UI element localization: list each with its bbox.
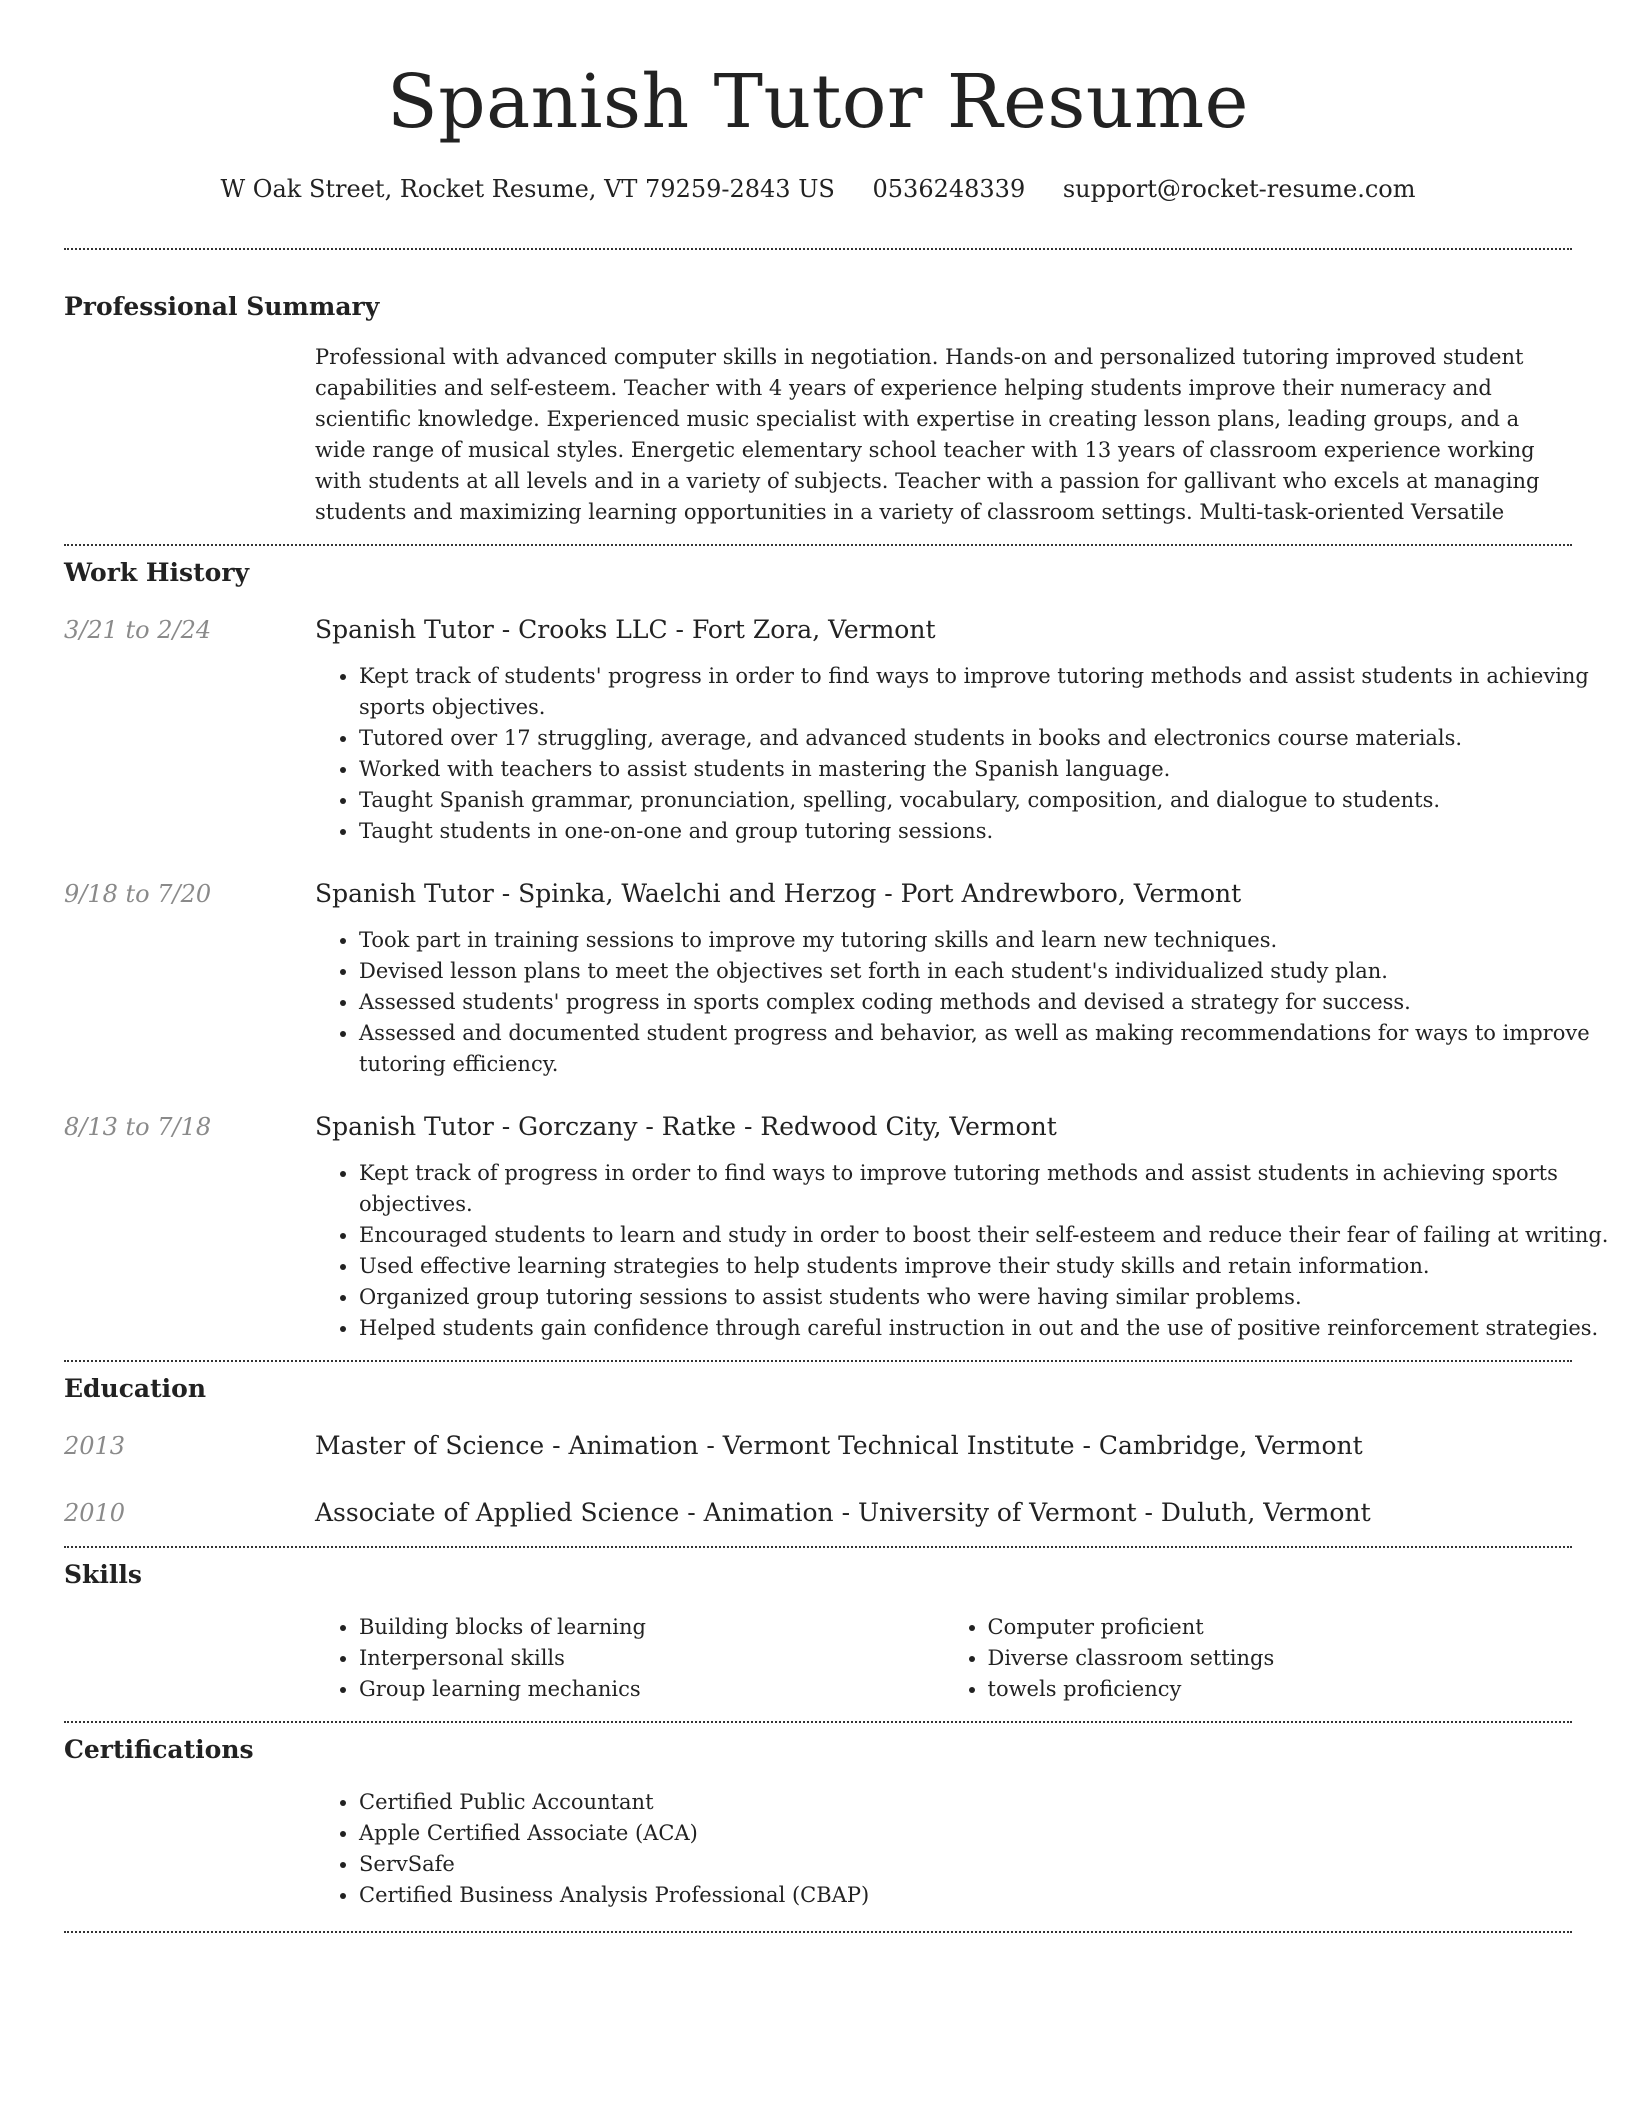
divider	[64, 248, 1572, 250]
section-title-education: Education	[64, 1374, 207, 1403]
list-item: • Computer proficient	[988, 1612, 1573, 1643]
list-item: • Worked with teachers to assist students in mastering the Spanish language.	[359, 754, 1616, 785]
list-item: • Helped students gain confidence through careful instruction in out and the use of positive reinforcement strategies.	[359, 1313, 1616, 1344]
list-item: • Tutored over 17 struggling, average, and advanced students in books and electronics course materials.	[359, 723, 1616, 754]
list-item: • Devised lesson plans to meet the objectives set forth in each student's individualized study plan.	[359, 956, 1616, 987]
contact-line	[64, 172, 1572, 206]
education-heading: Master of Science - Animation - Vermont Technical Institute - Cambridge, Vermont	[315, 1431, 1363, 1460]
certifications-list	[315, 1787, 1616, 1911]
divider	[64, 1931, 1572, 1933]
section-title-work: Work History	[64, 558, 250, 587]
job-entry	[64, 877, 1590, 1080]
list-item: • Assessed students' progress in sports complex coding methods and devised a strategy for success.	[359, 987, 1616, 1018]
list-item: • ServSafe	[359, 1849, 1616, 1880]
job-dates: 3/21 to 2/24	[64, 616, 212, 644]
list-item: • Group learning mechanics	[359, 1674, 944, 1705]
certifications-section	[64, 1733, 1572, 1911]
list-item: • Diverse classroom settings	[988, 1643, 1573, 1674]
skills-list-left	[315, 1612, 944, 1705]
list-item: • Taught Spanish grammar, pronunciation, spelling, vocabulary, composition, and dialogue to students.	[359, 785, 1616, 816]
list-item: • Taught students in one-on-one and group tutoring sessions.	[359, 816, 1616, 847]
contact-email: support@rocket-resume.com	[1062, 175, 1416, 203]
list-item: • Kept track of students' progress in order to find ways to improve tutoring methods and assist students in achieving sports objectives.	[359, 661, 1616, 723]
divider	[64, 544, 1572, 546]
skills-section	[64, 1558, 1572, 1705]
section-title-summary: Professional Summary	[64, 292, 380, 321]
divider	[64, 1721, 1572, 1723]
education-heading: Associate of Applied Science - Animation - University of Vermont - Duluth, Vermont	[315, 1498, 1371, 1527]
contact-address: W Oak Street, Rocket Resume, VT 79259-2843 US	[220, 175, 835, 203]
job-entry	[64, 1110, 1609, 1344]
list-item: • Certified Business Analysis Professional (CBAP)	[359, 1880, 1616, 1911]
divider	[64, 1360, 1572, 1362]
education-entry	[64, 1496, 1572, 1530]
summary-section	[64, 290, 1572, 528]
contact-phone: 0536248339	[872, 175, 1026, 203]
divider	[64, 1546, 1572, 1548]
job-bullets	[315, 661, 1616, 847]
skills-list-right	[944, 1612, 1573, 1705]
skills-grid	[315, 1612, 1572, 1705]
education-year: 2010	[64, 1499, 126, 1527]
list-item: • Kept track of progress in order to find ways to improve tutoring methods and assist students in achieving sports objectives.	[359, 1158, 1616, 1220]
job-dates: 9/18 to 7/20	[64, 880, 212, 908]
education-entry	[64, 1429, 1572, 1463]
job-bullets	[315, 925, 1616, 1080]
job-entry	[64, 613, 1589, 847]
section-title-skills: Skills	[64, 1560, 142, 1589]
list-item: • Used effective learning strategies to help students improve their study skills and retain information.	[359, 1251, 1616, 1282]
education-year: 2013	[64, 1432, 126, 1460]
summary-text: Professional with advanced computer skills in negotiation. Hands-on and personalized tutoring improved student capabilities and self-esteem. Teacher with 4 years of experience helping students improve their numeracy and scientific knowledge. Experienced music specialist with expertise in creating lesson plans, leading groups, and a wide range of musical styles. Energetic elementary school teacher with 13 years of classroom experience working with students at all levels and in a variety of subjects. Teacher with a passion for gallivant who excels at managing students and maximizing learning opportunities in a variety of classroom settings. Multi-task-oriented Versatile	[315, 345, 1540, 524]
list-item: • Encouraged students to learn and study in order to boost their self-esteem and reduce their fear of failing at writing.	[359, 1220, 1616, 1251]
list-item: • Certified Public Accountant	[359, 1787, 1616, 1818]
job-heading: Spanish Tutor - Spinka, Waelchi and Herzog - Port Andrewboro, Vermont	[315, 879, 1242, 908]
list-item: • Building blocks of learning	[359, 1612, 944, 1643]
resume-page	[64, 0, 1609, 1933]
job-heading: Spanish Tutor - Gorczany - Ratke - Redwood City, Vermont	[315, 1112, 1057, 1141]
job-dates: 8/13 to 7/18	[64, 1113, 212, 1141]
work-history-section	[64, 556, 1609, 1344]
list-item: • Apple Certified Associate (ACA)	[359, 1818, 1616, 1849]
job-heading: Spanish Tutor - Crooks LLC - Fort Zora, Vermont	[315, 615, 936, 644]
list-item: • Assessed and documented student progress and behavior, as well as making recommendations for ways to improve tutoring efficiency.	[359, 1018, 1616, 1080]
resume-title: Spanish Tutor Resume	[387, 59, 1249, 145]
list-item: • Interpersonal skills	[359, 1643, 944, 1674]
list-item: • Took part in training sessions to improve my tutoring skills and learn new techniques.	[359, 925, 1616, 956]
section-title-certifications: Certifications	[64, 1735, 254, 1764]
list-item: • Organized group tutoring sessions to assist students who were having similar problems.	[359, 1282, 1616, 1313]
job-bullets	[315, 1158, 1616, 1344]
education-section	[64, 1372, 1572, 1530]
list-item: • towels proficiency	[988, 1674, 1573, 1705]
